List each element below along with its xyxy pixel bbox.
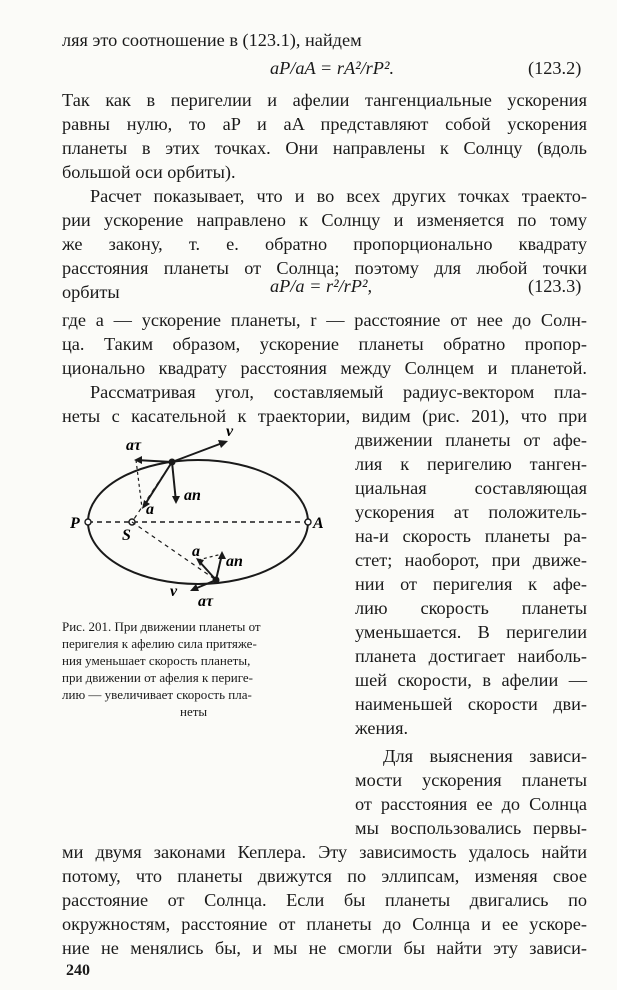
text-line: Расчет показывает, что и во всех других точках траекто- (90, 186, 587, 206)
figure-caption-line: при движении от афелия к периге- (62, 670, 253, 685)
text-line: жения. (355, 718, 409, 738)
text-line: Для выяснения зависи- (383, 746, 587, 766)
label-P: P (70, 515, 80, 532)
text-line: наименьшей скорости дви- (355, 694, 587, 714)
text-line: мы воспользовались первы- (355, 818, 587, 838)
figure-caption-line: неты (180, 704, 208, 719)
text-line: большой оси орбиты). (62, 162, 236, 182)
text-line: ми двумя законами Кеплера. Эту зависимость удалось найти (62, 842, 587, 862)
text-line: движении планеты от афе- (355, 430, 587, 450)
figure-caption-line: лию — увеличивает скорость пла- (62, 687, 252, 702)
text-line: циальная составляющая (355, 478, 587, 498)
text-line: нии от перигелия к афе- (355, 574, 587, 594)
label-a-n-top: an (184, 487, 201, 504)
label-a-n-bottom: an (226, 553, 243, 570)
label-a-top: a (146, 501, 154, 518)
equation-123-3: aP/a = r²/rP², (270, 276, 373, 296)
label-v-bottom: v (170, 583, 178, 600)
text-line: равны нулю, то aP и aA представляют собой ускорения (62, 114, 587, 134)
text-line: расстояния планеты от Солнца; поэтому для любой точки (62, 258, 587, 278)
text-line: планеты в этих точках. Они направлены к Солнцу (вдоль (62, 138, 587, 158)
text-line: неты с касательной к траектории, видим (рис. 201), что при (62, 406, 587, 426)
text-line: Рассматривая угол, составляемый радиус-вектором пла- (90, 382, 587, 402)
equation-123-2: aP/aA = rA²/rP². (270, 58, 395, 78)
figure-caption-line: перигелия к афелию сила притяже- (62, 636, 257, 651)
aphelion-point (305, 519, 311, 525)
text-line: ляя это соотношение в (123.1), найдем (62, 30, 362, 50)
text-line: мости ускорения планеты (355, 770, 587, 790)
text-line: шей скорости, в афелии — (355, 670, 587, 690)
text-line: от расстояния ее до Солнца (355, 794, 587, 814)
text-line: лию скорость планеты (355, 598, 587, 618)
text-line: стет; наоборот, при движе- (355, 550, 587, 570)
equation-number: (123.3) (528, 276, 582, 296)
label-a-tau-bottom: aτ (198, 593, 214, 610)
text-line: ционально квадрату расстояния между Солнцем и планетой. (62, 358, 587, 378)
text-line: потому, что планеты движутся по эллипсам, изменяя свое (62, 866, 587, 886)
orbit-figure (60, 420, 330, 610)
text-line: Так как в перигелии и афелии тангенциальные ускорения (62, 90, 587, 110)
label-S: S (122, 527, 131, 544)
text-line: уменьшается. В перигелии (355, 622, 587, 642)
label-a-bottom: a (192, 543, 200, 560)
perihelion-point (85, 519, 91, 525)
text-line: рии ускорение направлено к Солнцу и изменяется по тому (62, 210, 587, 230)
text-line: где a — ускорение планеты, r — расстояние от нее до Солн- (62, 310, 587, 330)
label-A: A (313, 515, 324, 532)
label-a-tau-top: aτ (126, 437, 142, 454)
figure-caption-line: ния уменьшает скорость планеты, (62, 653, 251, 668)
text-line: лия к перигелию танген- (355, 454, 587, 474)
text-line: ние не менялись бы, и мы не смогли бы найти эту зависи- (62, 938, 587, 958)
text-line: ца. Таким образом, ускорение планеты обратно пропор- (62, 334, 587, 354)
equation-number: (123.2) (528, 58, 582, 78)
text-line: планета достигает наиболь- (355, 646, 587, 666)
text-line: расстояние от Солнца. Если бы планеты двигались по (62, 890, 587, 910)
text-line: же закону, т. е. обратно пропорционально квадрату (62, 234, 587, 254)
text-line: ускорения aτ положитель- (355, 502, 587, 522)
text-line: орбиты (62, 282, 120, 302)
figure-caption-line: Рис. 201. При движении планеты от (62, 619, 261, 634)
text-line: на-и скорость планеты ра- (355, 526, 587, 546)
label-v-top: v (226, 423, 234, 440)
text-line: окружностям, расстояние от планеты до Солнца и ее ускоре- (62, 914, 587, 934)
page-number: 240 (66, 962, 90, 979)
